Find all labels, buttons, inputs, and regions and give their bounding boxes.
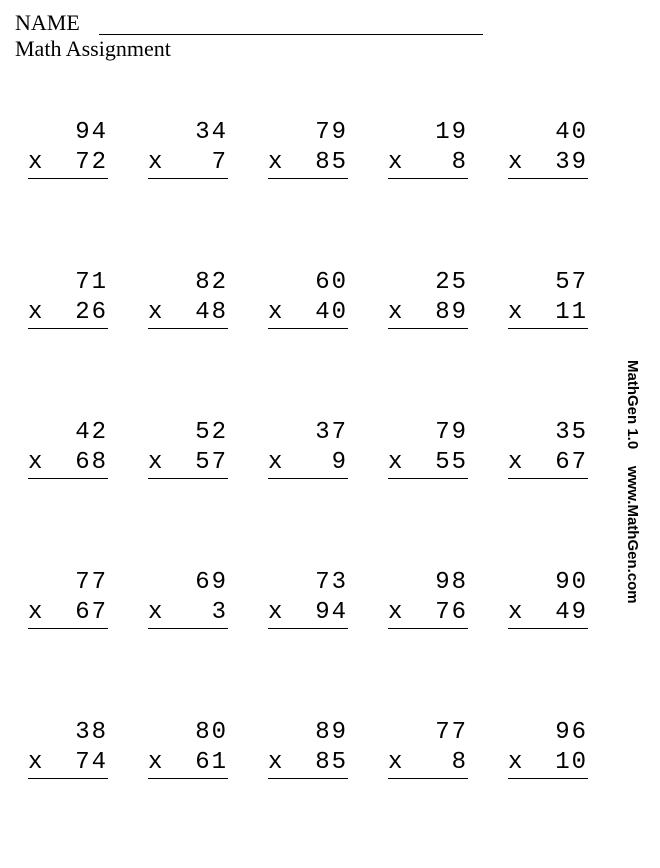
multiplier: 49 [555,599,588,626]
multiplier-line [268,448,348,479]
times-operator: x [148,149,165,176]
times-operator: x [148,749,165,776]
times-operator: x [28,449,45,476]
times-operator: x [508,149,525,176]
multiplier-line [508,598,588,629]
times-operator: x [28,749,45,776]
multiplier-line [28,598,108,629]
multiplication-problem [268,568,348,718]
multiplicand: 98 [435,569,468,596]
times-operator: x [268,749,285,776]
multiplier-line [388,298,468,329]
multiplier-line [28,448,108,479]
times-operator: x [28,299,45,326]
multiplier-line [508,748,588,779]
multiplication-problem [148,418,228,568]
multiplication-problem [508,568,588,718]
multiplier-line [388,148,468,179]
multiplication-problem [28,418,108,568]
multiplier: 68 [75,449,108,476]
multiplier: 9 [331,449,348,476]
times-operator: x [268,299,285,326]
multiplication-problem [388,418,468,568]
multiplicand: 94 [75,119,108,146]
times-operator: x [508,749,525,776]
multiplier-line [148,148,228,179]
multiplication-problem [508,118,588,268]
multiplication-problem [508,418,588,568]
multiplier-line [28,748,108,779]
multiplier: 57 [195,449,228,476]
side-credit: MathGen 1.0 www.MathGen.com [624,360,641,604]
times-operator: x [28,599,45,626]
problem-row [28,418,588,568]
multiplicand: 79 [435,419,468,446]
multiplication-problem [388,268,468,418]
multiplier: 72 [75,149,108,176]
multiplication-problem [268,268,348,418]
multiplicand: 60 [315,269,348,296]
multiplier-line [148,748,228,779]
multiplicand: 89 [315,719,348,746]
multiplication-problem [268,718,348,868]
multiplier: 39 [555,149,588,176]
multiplier-line [148,298,228,329]
multiplier: 85 [315,749,348,776]
multiplier: 10 [555,749,588,776]
multiplier: 76 [435,599,468,626]
multiplier-line [508,298,588,329]
multiplication-problem [148,718,228,868]
multiplicand: 96 [555,719,588,746]
multiplier: 8 [451,149,468,176]
multiplication-problem [28,118,108,268]
multiplication-problem [388,718,468,868]
times-operator: x [388,599,405,626]
times-operator: x [508,449,525,476]
times-operator: x [388,749,405,776]
multiplier-line [28,148,108,179]
multiplier: 26 [75,299,108,326]
multiplier: 94 [315,599,348,626]
multiplier: 55 [435,449,468,476]
multiplication-problem [388,568,468,718]
multiplier-line [28,298,108,329]
times-operator: x [388,299,405,326]
problem-row [28,118,588,268]
multiplication-problem [148,118,228,268]
multiplier-line [148,598,228,629]
times-operator: x [148,299,165,326]
multiplier: 74 [75,749,108,776]
multiplicand: 79 [315,119,348,146]
multiplier-line [268,298,348,329]
problem-row [28,718,588,868]
name-row [15,10,483,36]
multiplication-problem [28,568,108,718]
multiplicand: 57 [555,269,588,296]
times-operator: x [148,599,165,626]
multiplier-line [148,448,228,479]
multiplier-line [508,448,588,479]
multiplicand: 80 [195,719,228,746]
times-operator: x [388,149,405,176]
multiplicand: 34 [195,119,228,146]
times-operator: x [148,449,165,476]
multiplier: 40 [315,299,348,326]
multiplier-line [508,148,588,179]
multiplicand: 37 [315,419,348,446]
worksheet-header [15,10,483,62]
times-operator: x [268,149,285,176]
times-operator: x [268,599,285,626]
multiplicand: 77 [435,719,468,746]
worksheet-title: Math Assignment [15,36,171,61]
multiplicand: 71 [75,269,108,296]
multiplier-line [388,598,468,629]
multiplicand: 40 [555,119,588,146]
multiplication-problem [508,718,588,868]
multiplicand: 77 [75,569,108,596]
multiplier: 8 [451,749,468,776]
multiplication-problem [148,268,228,418]
multiplier-line [388,448,468,479]
multiplicand: 69 [195,569,228,596]
multiplier: 7 [211,149,228,176]
multiplication-problem [388,118,468,268]
multiplicand: 35 [555,419,588,446]
multiplier: 85 [315,149,348,176]
multiplication-problem [148,568,228,718]
problem-row [28,568,588,718]
multiplicand: 19 [435,119,468,146]
multiplication-problem [508,268,588,418]
multiplicand: 73 [315,569,348,596]
multiplicand: 82 [195,269,228,296]
multiplication-problem [28,718,108,868]
multiplication-problem [268,118,348,268]
multiplication-problem [268,418,348,568]
name-label: NAME [15,10,80,35]
multiplicand: 90 [555,569,588,596]
times-operator: x [508,299,525,326]
times-operator: x [388,449,405,476]
multiplier: 67 [75,599,108,626]
multiplier-line [268,748,348,779]
multiplier: 67 [555,449,588,476]
times-operator: x [28,149,45,176]
multiplier: 11 [555,299,588,326]
multiplier: 89 [435,299,468,326]
multiplicand: 25 [435,269,468,296]
multiplier-line [388,748,468,779]
times-operator: x [508,599,525,626]
multiplier-line [268,148,348,179]
multiplier-line [268,598,348,629]
multiplicand: 52 [195,419,228,446]
multiplicand: 42 [75,419,108,446]
times-operator: x [268,449,285,476]
multiplier: 3 [211,599,228,626]
name-line [99,34,483,35]
problem-row [28,268,588,418]
problem-grid [28,118,588,868]
multiplication-problem [28,268,108,418]
multiplier: 48 [195,299,228,326]
multiplier: 61 [195,749,228,776]
multiplicand: 38 [75,719,108,746]
